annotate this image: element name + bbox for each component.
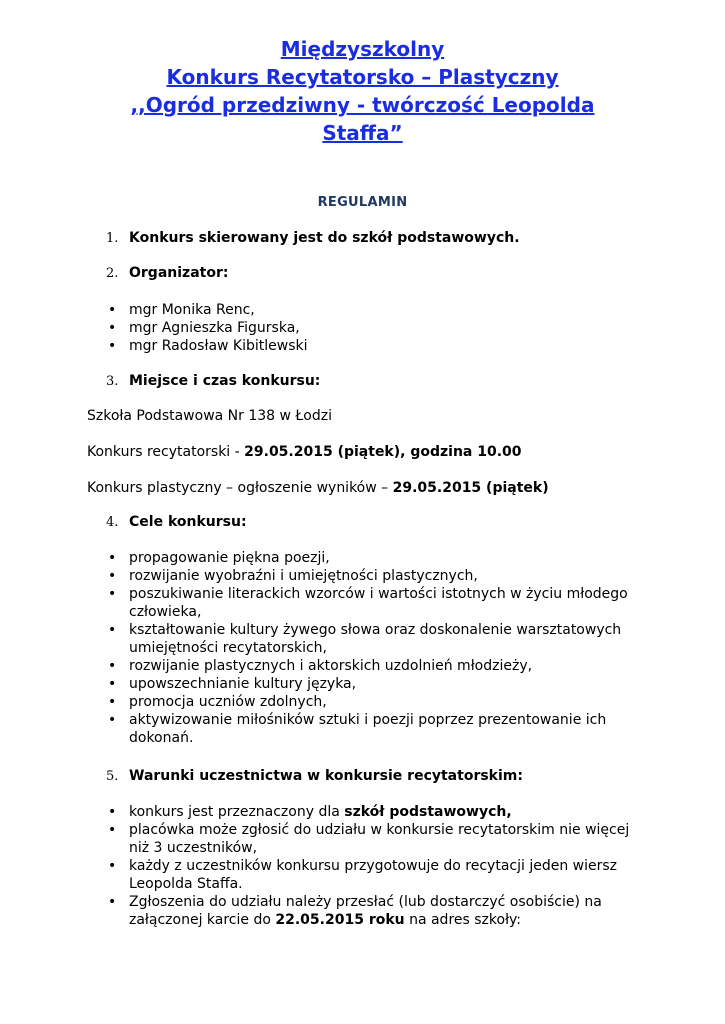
section-5-heading: Warunki uczestnictwa w konkursie recytatorskim:: [129, 768, 523, 784]
list-item: • rozwijanie plastycznych i aktorskich uzdolnień młodzieży,: [0, 657, 649, 675]
title-line-4: Staffa”: [322, 121, 403, 145]
list-item: [0, 893, 649, 929]
art-schedule: [87, 480, 549, 496]
recitation-schedule: [87, 444, 522, 460]
section-1-text: Konkurs skierowany jest do szkół podstawowych.: [129, 230, 520, 246]
recitation-label: Konkurs recytatorski -: [87, 444, 245, 460]
venue-text: Szkoła Podstawowa Nr 138 w Łodzi: [87, 408, 332, 424]
condition-1-bold: szkół podstawowych,: [344, 804, 512, 820]
section-1-number: 1.: [106, 231, 119, 246]
list-item: • upowszechnianie kultury języka,: [0, 675, 649, 693]
section-2-heading: Organizator:: [129, 265, 229, 281]
conditions-list: [0, 803, 649, 929]
section-3-heading: Miejsce i czas konkursu:: [129, 373, 321, 389]
list-item: • rozwijanie wyobraźni i umiejętności plastycznych,: [0, 567, 649, 585]
condition-1-text: konkurs jest przeznaczony dla: [129, 804, 345, 820]
list-item: • propagowanie piękna poezji,: [0, 549, 649, 567]
list-item: • aktywizowanie miłośników sztuki i poezji poprzez prezentowanie ich dokonań.: [0, 711, 649, 747]
condition-4-deadline: 22.05.2015 roku: [275, 912, 405, 928]
list-item: • każdy z uczestników konkursu przygotowuje do recytacji jeden wiersz Leopolda Staffa.: [0, 857, 649, 893]
organizer-list: [0, 301, 649, 355]
goals-list: [0, 549, 649, 747]
section-3-number: 3.: [106, 374, 119, 389]
section-4-heading: Cele konkursu:: [129, 514, 247, 530]
list-item: • promocja uczniów zdolnych,: [0, 693, 649, 711]
list-item: • mgr Agnieszka Figurska,: [0, 319, 649, 337]
list-item: • mgr Radosław Kibitlewski: [0, 337, 649, 355]
condition-4-tail: na adres szkoły:: [404, 912, 522, 928]
title-line-3: ,,Ogród przedziwny - twórczość Leopolda: [130, 93, 595, 117]
section-4-number: 4.: [106, 515, 119, 530]
list-item: • kształtowanie kultury żywego słowa oraz doskonalenie warsztatowych umiejętności recytatorskich,: [0, 621, 649, 657]
list-item: • poszukiwanie literackich wzorców i wartości istotnych w życiu młodego człowieka,: [0, 585, 649, 621]
section-5-number: 5.: [106, 769, 119, 784]
art-label: Konkurs plastyczny – ogłoszenie wyników –: [87, 480, 393, 496]
list-item: • mgr Monika Renc,: [0, 301, 649, 319]
art-date: 29.05.2015 (piątek): [392, 480, 549, 496]
title-line-2: Konkurs Recytatorsko – Plastyczny: [166, 65, 559, 89]
condition-4-text: Zgłoszenia do udziału należy przesłać (lub dostarczyć osobiście) na załączonej karcie do: [129, 894, 602, 928]
recitation-date: 29.05.2015 (piątek), godzina 10.00: [244, 444, 522, 460]
section-2-number: 2.: [106, 266, 119, 281]
title-line-1: Międzyszkolny: [280, 37, 445, 61]
list-item: • placówka może zgłosić do udziału w konkursie recytatorskim nie więcej niż 3 uczestników,: [0, 821, 649, 857]
list-item: [0, 803, 649, 821]
regulamin-heading: REGULAMIN: [317, 195, 408, 210]
